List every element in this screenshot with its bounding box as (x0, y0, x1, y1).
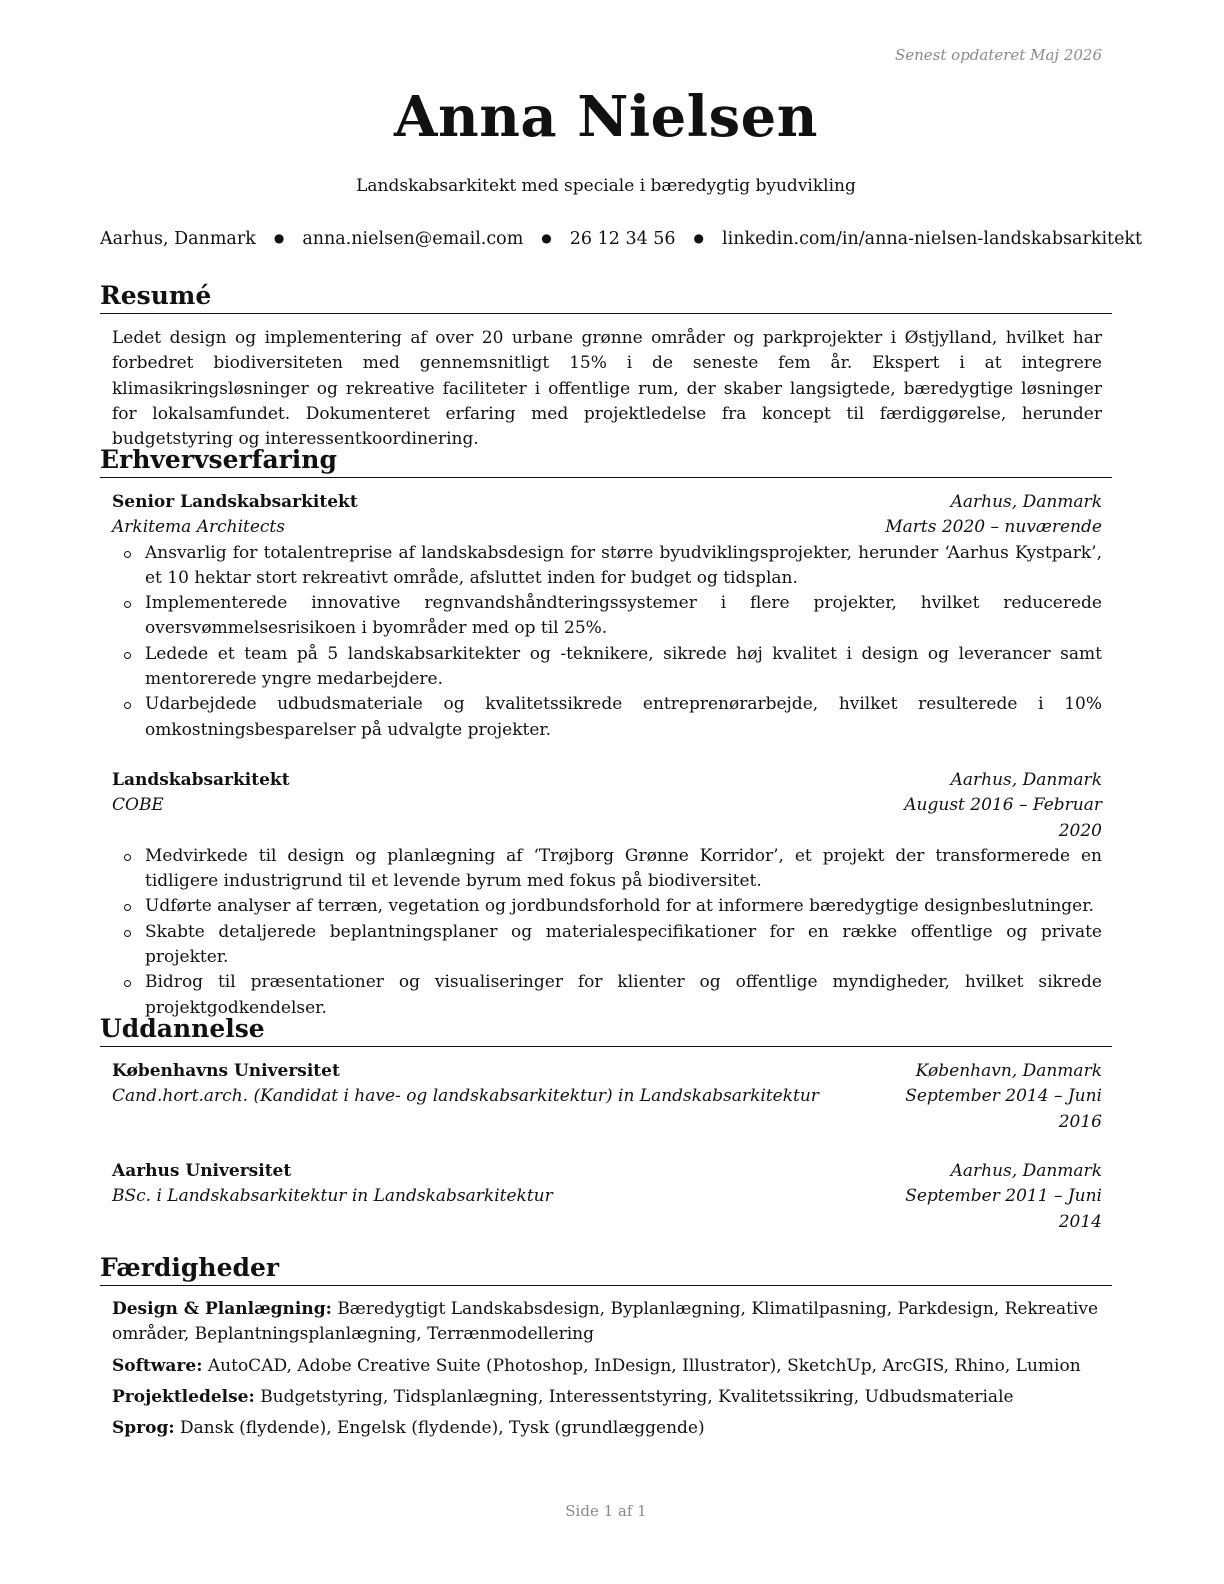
list-item: Skabte detaljerede beplantningsplaner og materialespecifikationer for en række offentlige og private projekter. (112, 920, 1102, 971)
contact-line (100, 229, 1143, 249)
skill-group (112, 1354, 1102, 1379)
skill-group (112, 1297, 1102, 1348)
skill-group-text: Dansk (flydende), Engelsk (flydende), Tysk (grundlæggende) (180, 1418, 705, 1439)
skill-group-label: Software: (112, 1355, 203, 1376)
resume-page (100, 0, 1143, 1584)
tagline: Landskabsarkitekt med speciale i bæredygtig byudvikling (356, 176, 856, 196)
job-bullets (112, 844, 1102, 1021)
section-title-experience: Erhvervserfaring (100, 444, 1112, 478)
job-dates: Marts 2020 – nuværende (885, 517, 1102, 538)
skill-group-text: AutoCAD, Adobe Creative Suite (Photoshop, InDesign, Illustrator), SketchUp, ArcGIS, Rhino, Lumion (207, 1355, 1081, 1376)
skill-group-text: Budgetstyring, Tidsplanlægning, Interessentstyring, Kvalitetssikring, Udbudsmateriale (260, 1386, 1014, 1407)
education-location: Aarhus, Danmark (950, 1161, 1102, 1181)
bullet-separator: ● (541, 231, 552, 245)
page-footer: Side 1 af 1 (565, 1502, 647, 1520)
section-title-summary: Resumé (100, 280, 1112, 314)
job-entry (112, 490, 1102, 743)
list-item: Udarbejdede udbudsmateriale og kvalitetssikrede entreprenørarbejde, hvilket resulterede i 10% omkostningsbesparelser på udvalgte projekter. (112, 692, 1102, 743)
skill-group (112, 1385, 1102, 1410)
job-bullets (112, 541, 1102, 743)
job-location: Aarhus, Danmark (950, 770, 1102, 790)
skill-group-label: Design & Planlægning: (112, 1299, 332, 1319)
skill-group-label: Projektledelse: (112, 1386, 255, 1407)
education-location: København, Danmark (915, 1061, 1102, 1081)
section-title-education: Uddannelse (100, 1013, 1112, 1047)
education-dates: September 2011 – Juni 2014 (905, 1186, 1102, 1232)
section-title-skills: Færdigheder (100, 1252, 1112, 1286)
summary-text: Ledet design og implementering af over 20 urbane grønne områder og parkprojekter i Østjylland, hvilket har forbedret biodiversiteten med gennemsnitligt 15% i de seneste fem år. Ekspert i at integrere klimasikringsløsninger og rekreative faciliteter i offentlige rum, der skaber langsigtede, bæredygtige løsninger for lokalsamfundet. Dokumenteret erfaring med projektledelse fra koncept til færdiggørelse, herunder budgetstyring og interessentkoordinering. (112, 328, 1102, 450)
education-degree: Cand.hort.arch. (Kandidat i have- og landskabsarkitektur) in Landskabsarkitektur (112, 1086, 819, 1107)
list-item: Ansvarlig for totalentreprise af landskabsdesign for større byudviklingsprojekter, herunder ‘Aarhus Kystpark’, et 10 hektar stort rekreativt område, afsluttet inden for budget og tidsplan. (112, 541, 1102, 592)
bullet-separator: ● (273, 231, 285, 245)
job-company: COBE (112, 795, 164, 816)
list-item: Bidrog til præsentationer og visualiseringer for klienter og offentlige myndigheder, hvilket sikrede projektgodkendelser. (112, 970, 1102, 1021)
contact-linkedin[interactable]: linkedin.com/in/anna-nielsen-landskabsarkitekt (722, 229, 1143, 249)
education-degree: BSc. i Landskabsarkitektur in Landskabsarkitektur (112, 1186, 553, 1207)
job-role: Landskabsarkitekt (112, 770, 290, 790)
last-updated: Senest opdateret Maj 2026 (894, 46, 1102, 64)
contact-email[interactable]: anna.nielsen@email.com (302, 229, 524, 249)
bullet-separator: ● (693, 231, 705, 245)
list-item: Medvirkede til design og planlægning af ‘Trøjborg Grønne Korridor’, et projekt der transformerede en tidligere industrigrund til et levende byrum med fokus på biodiversitet. (112, 844, 1102, 895)
list-item: Udførte analyser af terræn, vegetation og jordbundsforhold for at informere bæredygtige designbeslutninger. (112, 894, 1102, 919)
contact-location: Aarhus, Danmark (100, 229, 256, 249)
skill-group-label: Sprog: (112, 1418, 175, 1439)
education-entry (112, 1159, 1102, 1235)
education-dates: September 2014 – Juni 2016 (905, 1086, 1102, 1132)
job-company: Arkitema Architects (112, 517, 285, 538)
list-item: Ledede et team på 5 landskabsarkitekter og -teknikere, sikrede høj kvalitet i design og leverancer samt mentorerede yngre medarbejdere. (112, 642, 1102, 693)
education-entry (112, 1059, 1102, 1135)
education-school: Københavns Universitet (112, 1061, 340, 1081)
job-role: Senior Landskabsarkitekt (112, 492, 358, 512)
job-location: Aarhus, Danmark (950, 492, 1102, 512)
skill-group (112, 1416, 1102, 1441)
list-item: Implementerede innovative regnvandshåndteringssystemer i flere projekter, hvilket reducerede oversvømmelsesrisikoen i byområder med op til 25%. (112, 591, 1102, 642)
skills-list (112, 1297, 1102, 1447)
skill-group-text: Bæredygtigt Landskabsdesign, Byplanlægning, Klimatilpasning, Parkdesign, Rekreative områder, Beplantningsplanlægning, Terrænmodellering (112, 1299, 1099, 1345)
contact-phone: 26 12 34 56 (569, 229, 676, 249)
job-dates: August 2016 – Februar 2020 (904, 795, 1102, 841)
job-entry (112, 768, 1102, 1021)
education-school: Aarhus Universitet (112, 1161, 292, 1181)
person-name: Anna Nielsen (394, 84, 818, 150)
